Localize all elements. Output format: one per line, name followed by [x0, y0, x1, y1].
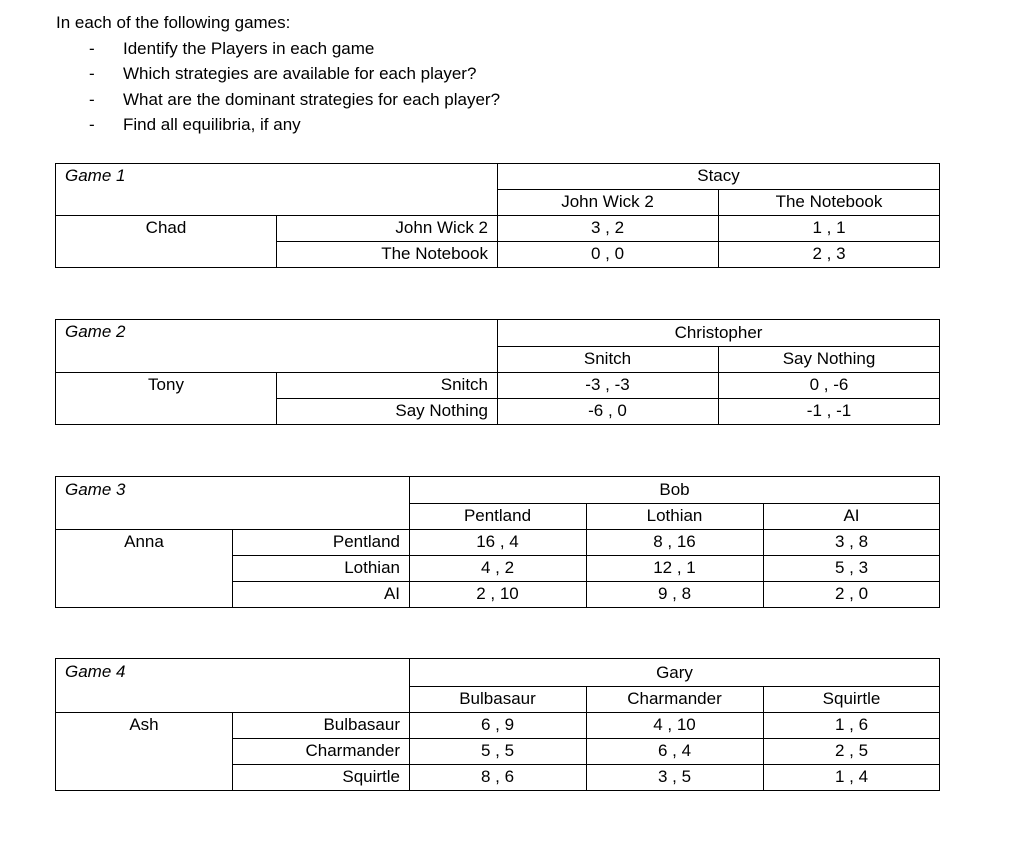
payoff-cell: 2 , 0 [834, 584, 869, 603]
payoff-cell: 5 , 3 [834, 558, 869, 577]
column-player: Gary [656, 663, 693, 682]
column-strategy: AI [843, 506, 860, 525]
payoff-cell: 6 , 9 [480, 715, 515, 734]
instruction-item [56, 36, 500, 62]
payoff-cell: 1 , 6 [834, 715, 869, 734]
instruction-text: Find all equilibria, if any [123, 115, 301, 134]
row-player: Anna [124, 532, 164, 551]
payoff-cell: 2 , 3 [812, 244, 846, 263]
instruction-text: What are the dominant strategies for each player? [123, 89, 501, 109]
row-player: Ash [129, 715, 159, 734]
column-strategy: Lothian [646, 506, 703, 525]
bullet-dash: - [89, 64, 95, 83]
game-label: Game 1 [65, 166, 126, 185]
instructions [56, 10, 500, 138]
row-strategy: Charmander [305, 741, 400, 760]
payoff-cell: 8 , 6 [480, 767, 515, 786]
payoff-cell: 3 , 8 [834, 532, 869, 551]
row-strategy: Pentland [332, 532, 400, 551]
payoff-cell: 6 , 4 [657, 741, 692, 760]
bullet-dash: - [89, 115, 95, 134]
row-strategy: Lothian [344, 558, 400, 577]
payoff-cell: 12 , 1 [653, 558, 696, 577]
game-label: Game 3 [65, 480, 126, 499]
column-player: Bob [659, 480, 690, 499]
row-player: Chad [145, 218, 187, 237]
row-strategy: Say Nothing [395, 401, 488, 420]
payoff-cell: 3 , 5 [657, 767, 692, 786]
payoff-cell: 2 , 10 [476, 584, 519, 603]
row-strategy: Bulbasaur [323, 715, 400, 734]
payoff-cell: 2 , 5 [834, 741, 869, 760]
column-strategy: Bulbasaur [459, 689, 536, 708]
row-strategy: John Wick 2 [395, 218, 488, 237]
column-strategy: John Wick 2 [561, 192, 654, 211]
instructions-heading: In each of the following games: [56, 13, 291, 32]
column-player: Christopher [674, 323, 763, 342]
game-2-table [55, 319, 940, 425]
payoff-cell: 0 , -6 [809, 375, 849, 394]
payoff-cell: 5 , 5 [480, 741, 515, 760]
payoff-cell: 16 , 4 [476, 532, 519, 551]
payoff-cell: 4 , 2 [480, 558, 515, 577]
game-4-table [55, 658, 940, 791]
game-label: Game 2 [65, 322, 126, 341]
instruction-text: Which strategies are available for each player? [123, 64, 477, 83]
payoff-cell: 4 , 10 [653, 715, 696, 734]
row-strategy: AI [383, 584, 400, 603]
row-player: Tony [148, 375, 184, 394]
column-player: Stacy [697, 166, 740, 185]
instruction-item [56, 112, 500, 138]
payoff-cell: 3 , 2 [590, 218, 625, 237]
payoff-cell: 1 , 4 [834, 767, 869, 786]
column-strategy: Say Nothing [782, 349, 876, 368]
column-strategy: Charmander [627, 689, 722, 708]
payoff-cell: 8 , 16 [653, 532, 696, 551]
column-strategy: Squirtle [822, 689, 881, 708]
instruction-text: Identify the Players in each game [123, 38, 375, 58]
column-strategy: Snitch [583, 349, 632, 368]
instruction-item [56, 61, 500, 87]
instruction-item [56, 87, 500, 113]
instructions-list [56, 36, 500, 138]
bullet-dash: - [89, 89, 95, 109]
column-strategy: The Notebook [775, 192, 883, 211]
payoff-cell: 9 , 8 [657, 584, 692, 603]
payoff-cell: -6 , 0 [588, 401, 627, 420]
row-strategy: Snitch [440, 375, 488, 394]
game-3-table [55, 476, 940, 608]
payoff-cell: 0 , 0 [590, 244, 625, 263]
column-strategy: Pentland [463, 506, 532, 525]
payoff-cell: 1 , 1 [812, 218, 846, 237]
row-strategy: Squirtle [342, 767, 400, 786]
bullet-dash: - [89, 38, 95, 58]
game-label: Game 4 [65, 662, 126, 681]
row-strategy: The Notebook [381, 244, 488, 263]
payoff-cell: -1 , -1 [806, 401, 852, 420]
game-1-table [55, 163, 940, 268]
payoff-cell: -3 , -3 [585, 375, 630, 394]
